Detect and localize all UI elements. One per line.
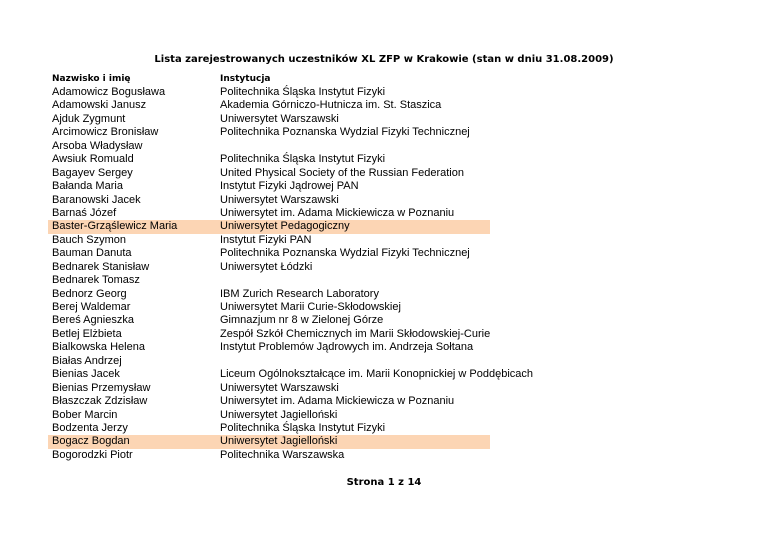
table-row [48, 288, 490, 301]
participant-name: Bednarek Tomasz [52, 274, 140, 287]
table-row [48, 99, 490, 112]
participant-institution: Politechnika Śląska Instytut Fizyki [220, 421, 386, 434]
participant-name: Bauman Danuta [52, 247, 132, 260]
table-row [48, 409, 490, 422]
participant-name: Bodzenta Jerzy [52, 421, 128, 434]
page-footer: Strona 1 z 14 [346, 477, 422, 488]
participant-name: Bienias Jacek [52, 368, 120, 381]
participant-name: Bogorodzki Piotr [52, 448, 133, 461]
table-row [48, 180, 490, 193]
participant-name: Awsiuk Romuald [52, 153, 134, 166]
participant-name: Baster-Grząślewicz Maria [52, 220, 178, 233]
participant-institution: Uniwersytet Łódzki [220, 260, 313, 273]
table-row [48, 153, 490, 166]
column-header-name: Nazwisko i imię [52, 74, 131, 84]
participant-name: Barnaś Józef [52, 206, 117, 219]
table-row [48, 301, 490, 314]
table-row [48, 194, 490, 207]
table-row [48, 435, 490, 448]
participant-name: Bienias Przemysław [52, 381, 151, 394]
participant-name: Bauch Szymon [52, 233, 126, 246]
participant-name: Baranowski Jacek [52, 193, 141, 206]
column-header-institution: Instytucja [220, 74, 271, 84]
table-row [48, 220, 490, 233]
participant-institution: Uniwersytet Jagielloński [220, 408, 338, 421]
participant-institution: Uniwersytet Warszawski [220, 193, 339, 206]
participant-institution: Politechnika Poznanska Wydzial Fizyki Technicznej [220, 126, 470, 139]
table-row [48, 449, 490, 462]
participant-name: Ajduk Zygmunt [52, 112, 126, 125]
participant-name: Bereś Agnieszka [52, 314, 134, 327]
table-row [48, 382, 490, 395]
participant-institution: Politechnika Śląska Instytut Fizyki [220, 86, 386, 98]
table-row [48, 274, 490, 287]
table-row [48, 140, 490, 153]
participant-institution: Zespół Szkół Chemicznych im Marii Skłodowskiej-Curie [220, 327, 491, 340]
table-row [48, 341, 490, 354]
participant-institution: Akademia Górniczo-Hutnicza im. St. Staszica [220, 99, 442, 112]
table-row [48, 368, 534, 381]
participant-name: Białas Andrzej [52, 354, 122, 367]
participant-name: Bogacz Bogdan [52, 435, 130, 448]
participant-institution: Uniwersytet im. Adama Mickiewicza w Poznaniu [220, 395, 455, 408]
table-row [48, 234, 490, 247]
participant-name: Berej Waldemar [52, 301, 131, 313]
table-row [48, 126, 490, 139]
participant-institution: Instytut Fizyki PAN [220, 233, 312, 246]
participant-institution: Uniwersytet Pedagogiczny [220, 220, 350, 233]
participant-name: Błaszczak Zdzisław [52, 395, 148, 408]
participant-name: Adamowicz Bogusława [52, 86, 166, 98]
table-row [48, 207, 490, 220]
participant-institution: Politechnika Śląska Instytut Fizyki [220, 153, 386, 166]
table-row [48, 167, 490, 180]
participant-institution: Uniwersytet Jagielloński [220, 435, 338, 448]
table-row [48, 247, 490, 260]
participant-institution: IBM Zurich Research Laboratory [220, 287, 379, 300]
participant-name: Betlej Elżbieta [52, 327, 122, 340]
participant-institution: Uniwersytet Marii Curie-Skłodowskiej [220, 301, 401, 313]
participant-name: Bialkowska Helena [52, 341, 145, 354]
participant-name: Arsoba Władysław [52, 139, 143, 152]
participant-name: Bednorz Georg [52, 287, 127, 300]
participant-name: Bałanda Maria [52, 180, 123, 193]
participant-institution: United Physical Society of the Russian Federation [220, 166, 464, 179]
participant-name: Bednarek Stanisław [52, 260, 150, 273]
participant-institution: Politechnika Poznanska Wydzial Fizyki Technicznej [220, 247, 470, 260]
participant-institution: Instytut Fizyki Jądrowej PAN [220, 180, 359, 193]
table-row [48, 355, 490, 368]
table-row [48, 261, 490, 274]
participant-name: Arcimowicz Bronisław [52, 126, 159, 139]
table-row [48, 328, 490, 341]
page-title: Lista zarejestrowanych uczestników XL ZFP w Krakowie (stan w dniu 31.08.2009) [154, 54, 614, 65]
participant-institution: Politechnika Warszawska [220, 448, 345, 461]
participant-institution: Gimnazjum nr 8 w Zielonej Górze [220, 314, 384, 327]
table-row [48, 86, 490, 99]
participant-table [48, 86, 534, 462]
participant-institution: Uniwersytet im. Adama Mickiewicza w Poznaniu [220, 206, 455, 219]
participant-institution: Uniwersytet Warszawski [220, 381, 339, 394]
participant-institution: Uniwersytet Warszawski [220, 112, 339, 125]
table-row [48, 113, 490, 126]
table-row [48, 395, 490, 408]
table-row [48, 422, 490, 435]
participant-institution: Instytut Problemów Jądrowych im. Andrzeja Sołtana [220, 341, 474, 354]
participant-institution: Liceum Ogólnokształcące im. Marii Konopnickiej w Poddębicach [220, 368, 534, 381]
participant-name: Bober Marcin [52, 408, 118, 421]
participant-name: Adamowski Janusz [52, 99, 147, 112]
participant-name: Bagayev Sergey [52, 166, 133, 179]
table-row [48, 314, 490, 327]
